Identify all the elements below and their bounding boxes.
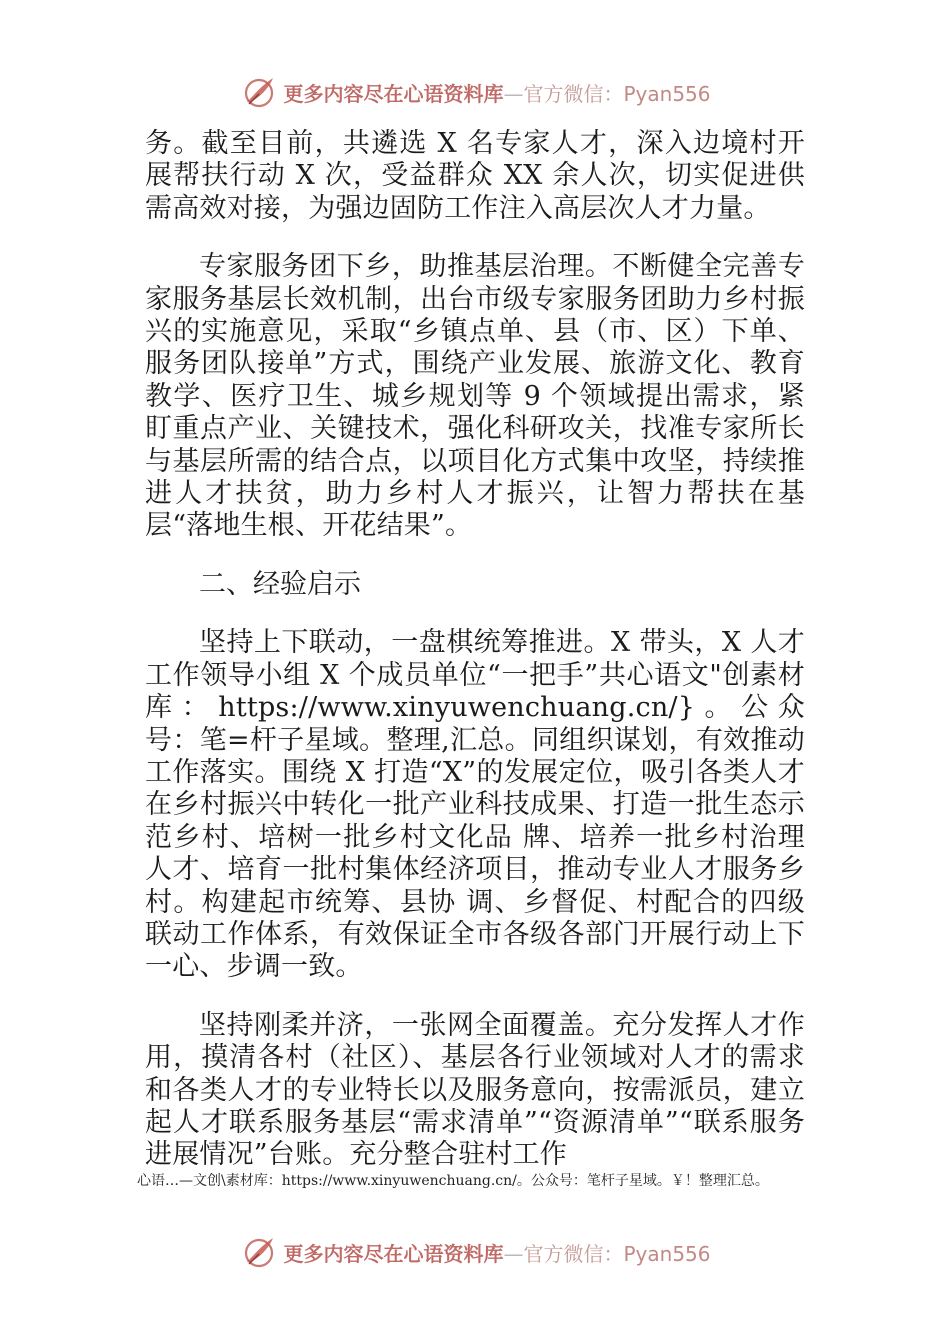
watermark-main-text: 更多内容尽在心语资料库 [283,81,504,106]
footer-watermark [0,1232,950,1272]
paragraph-expert-service: 专家服务团下乡，助推基层治理。不断健全完善专家服务基层长效机制，出台市级专家服务团助力乡村振兴的实施意见，采取“乡镇点单、县（市、区）下单、服务团队接单”方式，围绕产业发展、旅游文化、教育教学、医疗卫生、城乡规划等 9 个领域提出需求，紧盯重点产业、关键技术，强化科研攻关，找准专家所长与基层所需的结合点，以项目化方式集中攻坚，持续推进人才扶贫，助力乡村人才振兴，让智力帮扶在基层“落地生根、开花结果”。 [145,251,805,542]
header-watermark [0,72,950,112]
watermark-wechat-label: 官方微信： [523,1241,624,1266]
feather-pen-logo-icon [239,72,279,112]
paragraph-continuation: 务。截至目前，共遴选 X 名专家人才，深入边境村开展帮扶行动 X 次，受益群众 XX 余人次，切实促进供需高效对接，为强边固防工作注入高层次人才力量。 [145,128,805,224]
watermark-wechat-id: Pyan556 [623,1241,711,1266]
watermark-dash: — [503,81,524,106]
watermark-wechat-id: Pyan556 [623,81,711,106]
watermark-text [283,1238,710,1267]
footer-note: 心语…—文创\素材库：https://www.xinyuwenchuang.cn/。公众号：笔杆子星域。￥！整理汇总。 [137,1173,769,1189]
watermark-text [283,78,710,107]
watermark-wechat-label: 官方微信： [523,81,624,106]
document-body [145,128,805,1198]
feather-pen-logo-icon [239,1232,279,1272]
paragraph-coverage: 坚持刚柔并济，一张网全面覆盖。充分发挥人才作用，摸清各村（社区）、基层各行业领域对人才的需求和各类人才的专业特长以及服务意向，按需派员，建立起人才联系服务基层“需求清单”“资源清单”“联系服务进展情况”台账。充分整合驻村工作 [145,1009,805,1171]
watermark-dash: — [503,1241,524,1266]
section-heading: 二、经验启示 [199,568,361,600]
paragraph-coordination: 坚持上下联动，一盘棋统筹推进。X 带头，X 人才工作领导小组 X 个成员单位“一把手”共心语文"创素材库：https://www.xinyuwenchuang.cn/}。公众号：笔=杆子星域。整理,汇总。同组织谋划，有效推动工作落实。围绕 X 打造“X”的发展定位，吸引各类人才在乡村振兴中转化一批产业科技成果、打造一批生态示范乡村、培树一批乡村文化品 牌、培养一批乡村治理人才、培育一批村集体经济项目，推动专业人才服务乡村。构建起市统筹、县协 调、乡督促、村配合的四级联动工作体系，有效保证全市各级各部门开展行动上下一心、步调一致。 [145,627,805,983]
watermark-main-text: 更多内容尽在心语资料库 [283,1241,504,1266]
